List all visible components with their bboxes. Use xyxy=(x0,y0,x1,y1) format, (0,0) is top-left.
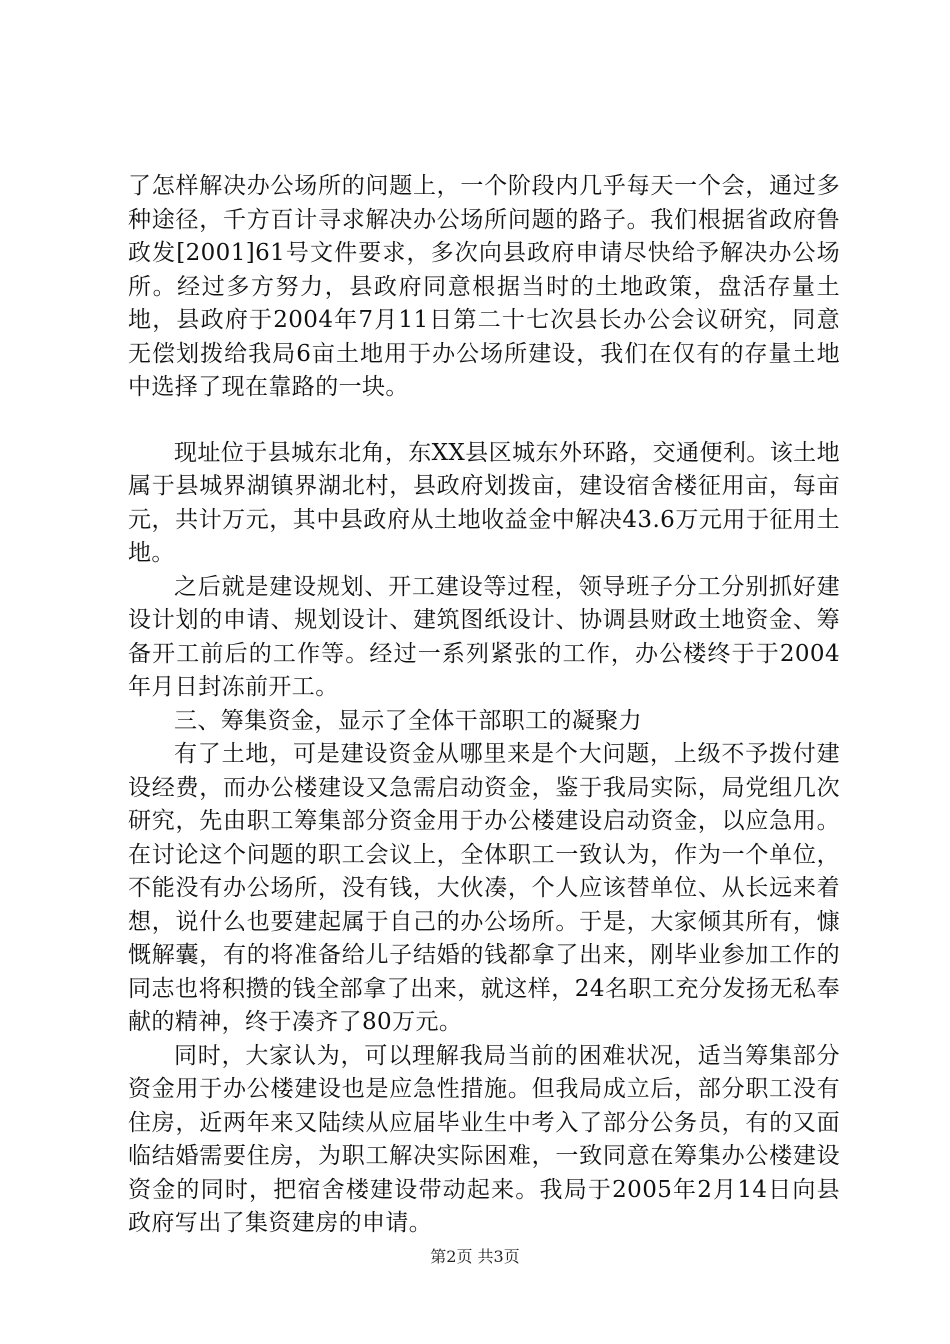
page-footer: 第2页 共3页 xyxy=(430,1247,520,1266)
section-heading: 三、筹集资金，显示了全体干部职工的凝聚力 xyxy=(174,707,642,734)
paragraph-4: 有了土地，可是建设资金从哪里来是个大问题，上级不予拨付建设经费，而办公楼建设又急需启动资金，鉴于我局实际，局党组几次研究，先由职工筹集部分资金用于办公楼建设启动资金，以应急用。在讨论这个问题的职工会议上，全体职工一致认为，作为一个单位，不能没有办公场所，没有钱，大伙凑，个人应该替单位、从长远来着想，说什么也要建起属于自己的办公场所。于是，大家倾其所有，慷慨解囊，有的将准备给儿子结婚的钱都拿了出来，刚毕业参加工作的同志也将积攒的钱全部拿了出来，就这样，24名职工充分发扬无私奉献的精神，终于凑齐了80万元。 xyxy=(128,741,840,1035)
paragraph-1: 了怎样解决办公场所的问题上，一个阶段内几乎每天一个会，通过多种途径，千方百计寻求解决办公场所问题的路子。我们根据省政府鲁政发[2001]61号文件要求，多次向县政府申请尽快给予解决办公场所。经过多方努力，县政府同意根据当时的土地政策，盘活存量土地，县政府于2004年7月11日第二十七次县长办公会议研究，同意无偿划拨给我局6亩土地用于办公场所建设，我们在仅有的存量土地中选择了现在靠路的一块。 xyxy=(128,173,840,400)
paragraph-5: 同时，大家认为，可以理解我局当前的困难状况，适当筹集部分资金用于办公楼建设也是应急性措施。但我局成立后，部分职工没有住房，近两年来又陆续从应届毕业生中考入了部分公务员，有的又面临结婚需要住房，为职工解决实际困难，一致同意在筹集办公楼建设资金的同时，把宿舍楼建设带动起来。我局于2005年2月14日向县政府写出了集资建房的申请。 xyxy=(128,1042,840,1236)
document-body xyxy=(128,170,840,1241)
paragraph-2: 现址位于县城东北角，东XX县区城东外环路，交通便利。该土地属于县城界湖镇界湖北村，县政府划拨亩，建设宿舍楼征用亩，每亩元，共计万元，其中县政府从土地收益金中解决43.6万元用于征用土地。 xyxy=(128,439,840,566)
paragraph-3: 之后就是建设规划、开工建设等过程，领导班子分工分别抓好建设计划的申请、规划设计、建筑图纸设计、协调县财政土地资金、筹备开工前后的工作等。经过一系列紧张的工作，办公楼终于于2004年月日封冻前开工。 xyxy=(128,573,840,700)
